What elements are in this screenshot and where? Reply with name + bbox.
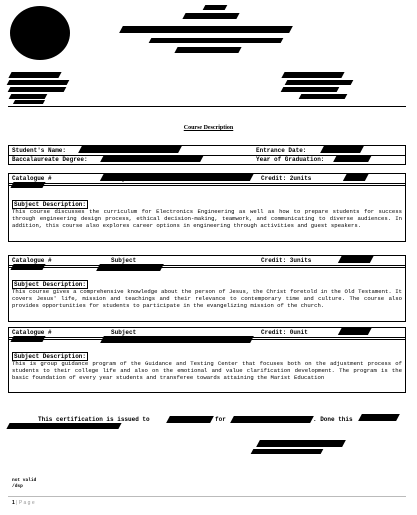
course-description: This course discusses the curriculum for Electronics Engineering as well as how to prepare students for success through engineering design process, ethical decision-making, teamwork, and communicating to diverse audiences. In addition, this course also explores career options in engineering through activities and guest speakers. [12,208,402,229]
redacted-degree [100,155,204,162]
redacted-address-block [13,100,45,104]
redacted-signatory [251,449,324,454]
redacted-subject-title [96,264,164,271]
redacted-subject-title [338,255,374,263]
header-divider [8,106,406,107]
initials-note: /dsp [12,484,23,489]
not-valid-note: not valid [12,478,37,483]
credit-label: Credit: 3units [261,257,312,264]
redacted-contact-block [285,80,354,85]
redacted-header-line [203,5,228,10]
course-block [8,255,406,322]
redacted-header-line [182,13,239,19]
redacted-date [6,423,121,429]
course-block [8,173,406,242]
redacted-entrance-date [320,146,364,153]
page-word: P a g e [18,500,35,506]
page-footer: 1 | P a g e [12,500,35,506]
redacted-header-line [174,47,241,53]
redacted-contact-block [281,72,344,78]
redacted-date [358,414,400,421]
page-number: 1 [12,500,15,506]
credit-label: Credit: 0unit [261,329,308,336]
catalogue-label: Catalogue # [12,257,52,264]
certification-done: . Done this [313,416,353,423]
redacted-recipient-name [166,416,214,423]
certification-text: This certification is issued to [38,416,150,423]
baccalaureate-degree-label: Baccalaureate Degree: [12,156,88,163]
course-description: This course gives a comprehensive knowledge about the person of Jesus, the Christ foretold in the Old Testament. It covers Jesus' life, mission and teachings and their relevance to contemporary time and culture. The course also provides opportunities for students to participate in the evangelizing mission of the church. [12,288,402,309]
redacted-subject-title [100,336,254,343]
redacted-address-block [8,72,61,78]
subject-label: Subject [111,329,137,336]
redacted-header-line [149,38,284,43]
redacted-student-name [78,146,182,153]
redacted-subject-title [100,173,254,181]
credit-label: Credit: 2units [261,175,312,182]
redacted-address-block [8,87,67,92]
entrance-date-label: Entrance Date: [256,147,307,154]
course-description: This is group guidance program of the Guidance and Testing Center that focuses both on the adjustment process of students to their college life and also on the emotional and value clarification development. The program is the basic foundation of every year students and transferee towards attaining the Marist Education [12,360,402,381]
redacted-catalogue-no [10,336,45,342]
subject-description-label: Subject Description: [14,353,87,360]
page-title: Course Description [183,125,234,131]
redacted-address-block [9,94,48,99]
year-of-graduation-label: Year of Graduation: [256,156,325,163]
redacted-subject-title [338,327,372,335]
school-seal [10,6,70,60]
redacted-contact-block [299,94,348,99]
catalogue-label: Catalogue # [12,175,52,182]
subject-label: Subject [111,257,137,264]
certification-for: for [215,416,226,423]
redacted-subject-title [343,173,369,181]
redacted-signatory [256,440,346,447]
redacted-contact-block [281,87,340,92]
redacted-purpose [230,416,314,423]
student-name-label: Student's Name: [12,147,67,154]
subject-description-label: Subject Description: [14,201,87,208]
redacted-catalogue-no [10,264,45,270]
redacted-catalogue-no [10,182,45,188]
redacted-graduation-year [333,155,372,162]
redacted-header-line [119,26,293,33]
footer-divider [8,496,406,497]
subject-description-label: Subject Description: [14,281,87,288]
catalogue-label: Catalogue # [12,329,52,336]
redacted-address-block [7,80,70,85]
